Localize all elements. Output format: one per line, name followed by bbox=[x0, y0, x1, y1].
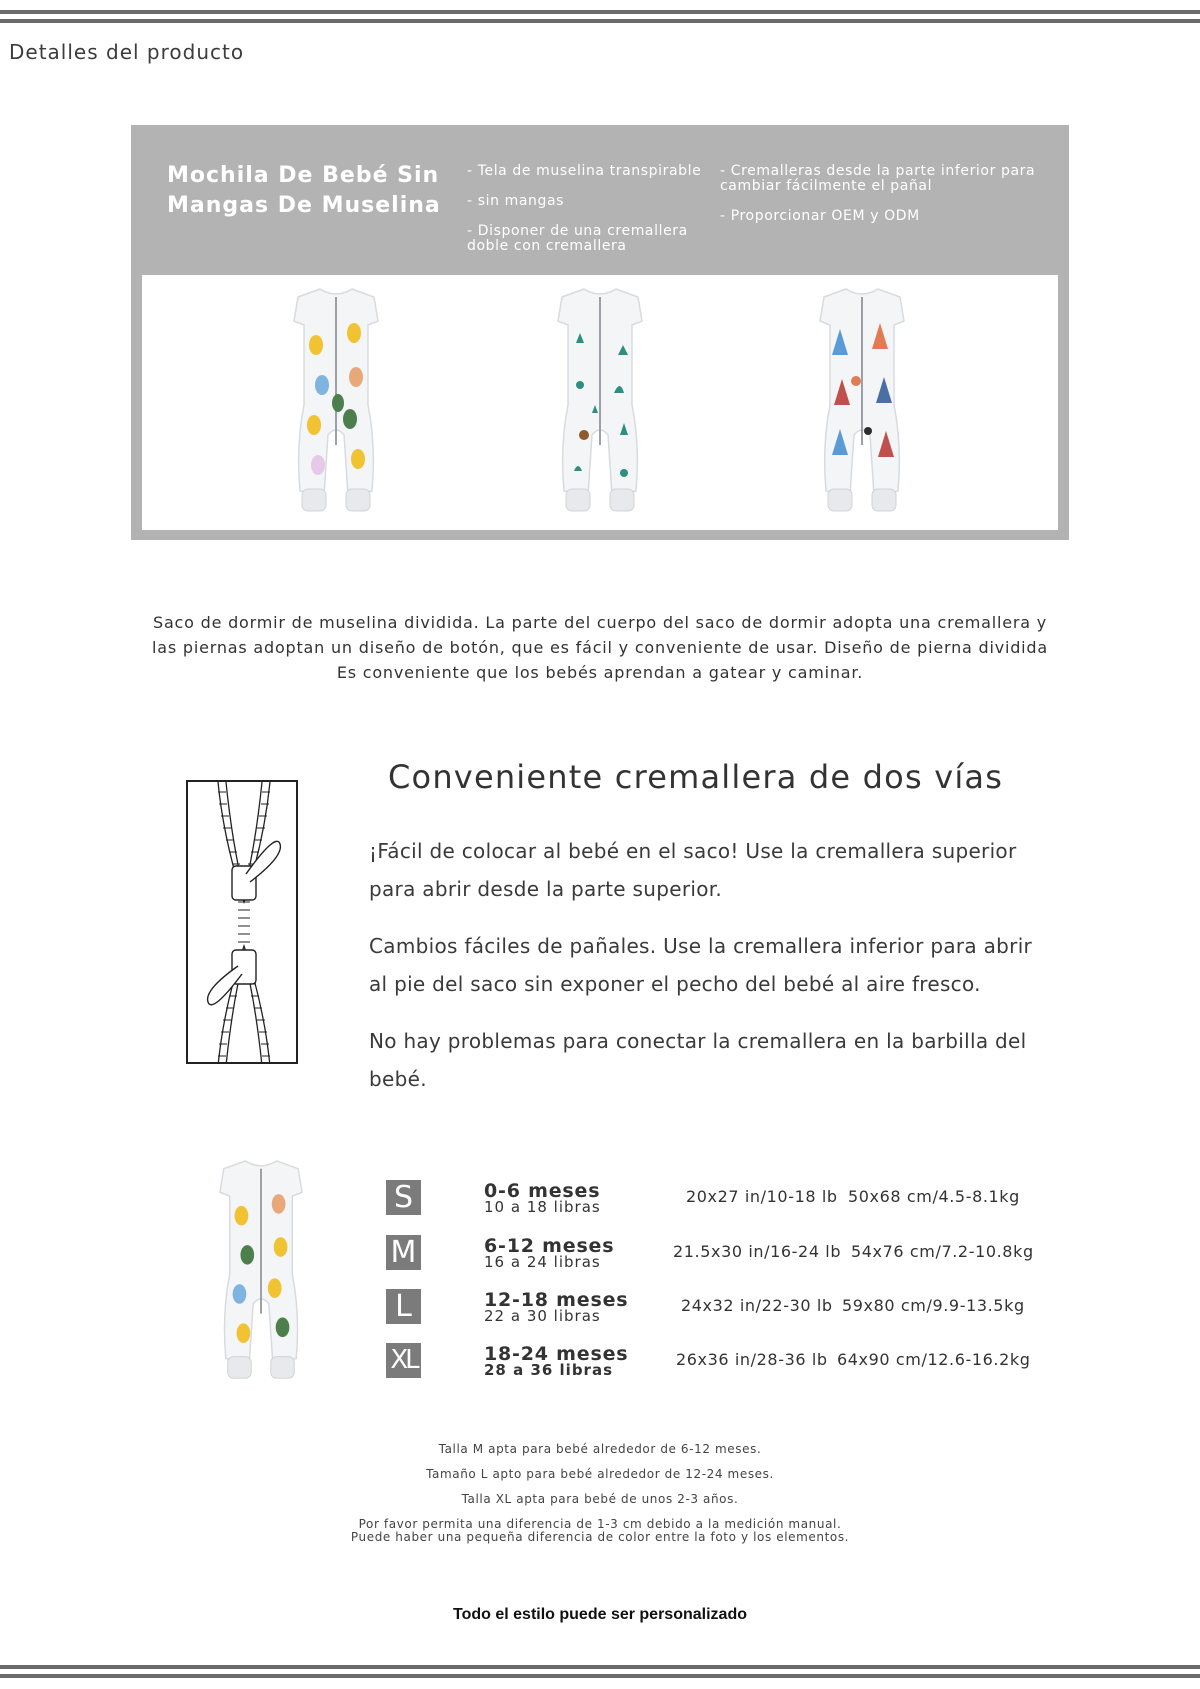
size-months: 18-24 meses bbox=[484, 1343, 629, 1365]
zipper-paragraph-chin: No hay problemas para conectar la cremallera en la barbilla del bebé. bbox=[369, 1029, 1027, 1091]
feature-bottom-zipper: - Cremalleras desde la parte inferior para cambiar fácilmente el pañal bbox=[720, 163, 1036, 194]
size-inches: 20x27 in/10-18 lb bbox=[686, 1187, 838, 1206]
size-row-xl bbox=[386, 1343, 1086, 1383]
size-weight: 10 a 18 libras bbox=[484, 1198, 601, 1216]
zipper-illustration bbox=[186, 780, 298, 1064]
note-size-m: Talla M apta para bebé alrededor de 6-12 meses. bbox=[438, 1442, 762, 1456]
product-description: Saco de dormir de muselina dividida. La parte del cuerpo del saco de dormir adopta una cremallera y las piernas adoptan un diseño de botón, que es fácil y conveniente de usar. Diseño de pierna dividida Es conveniente que los bebés aprendan a gatear y caminar. bbox=[152, 613, 1048, 682]
customization-note: Todo el estilo puede ser personalizado bbox=[453, 1606, 747, 1623]
zipper-paragraph-top: ¡Fácil de colocar al bebé en el saco! Use la cremallera superior para abrir desde la parte superior. bbox=[369, 839, 1017, 901]
feature-double-zipper: - Disponer de una cremallera doble con cremallera bbox=[467, 223, 688, 254]
size-months: 6-12 meses bbox=[484, 1235, 615, 1257]
note-size-l: Tamaño L apto para bebé alrededor de 12-24 meses. bbox=[426, 1467, 774, 1481]
product-name: Mochila De Bebé Sin Mangas De Muselina bbox=[167, 163, 441, 218]
size-cm: 64x90 cm/12.6-16.2kg bbox=[837, 1350, 1031, 1369]
size-weight: 16 a 24 libras bbox=[484, 1253, 601, 1271]
feature-breathable: - Tela de muselina transpirable bbox=[467, 163, 702, 179]
two-way-zipper-icon bbox=[188, 782, 298, 1064]
size-badge: S bbox=[386, 1180, 421, 1215]
size-row-l bbox=[386, 1289, 1086, 1329]
sleep-sack-cactus-image bbox=[540, 285, 660, 520]
product-banner bbox=[131, 125, 1069, 540]
size-inches: 21.5x30 in/16-24 lb bbox=[673, 1242, 842, 1261]
zipper-paragraph-diaper: Cambios fáciles de pañales. Use la cremallera inferior para abrir al pie del saco sin exponer el pecho del bebé al aire fresco. bbox=[369, 934, 1033, 996]
section-title: Detalles del producto bbox=[9, 40, 245, 64]
size-weight: 28 a 36 libras bbox=[484, 1361, 614, 1379]
note-size-xl: Talla XL apta para bebé de unos 2-3 años. bbox=[461, 1492, 739, 1506]
size-badge: M bbox=[386, 1235, 421, 1270]
size-months: 0-6 meses bbox=[484, 1180, 601, 1202]
size-badge: L bbox=[386, 1289, 421, 1324]
size-cm: 59x80 cm/9.9-13.5kg bbox=[842, 1296, 1025, 1315]
zipper-heading: Conveniente cremallera de dos vías bbox=[388, 758, 1004, 796]
sleep-sack-pineapple-image bbox=[276, 285, 396, 520]
size-chart-pineapple-image bbox=[196, 1157, 326, 1387]
bottom-divider bbox=[0, 1665, 1200, 1679]
size-cm: 50x68 cm/4.5-8.1kg bbox=[848, 1187, 1020, 1206]
note-color: Puede haber una pequeña diferencia de color entre la foto y los elementos. bbox=[350, 1530, 850, 1544]
size-row-s bbox=[386, 1180, 1086, 1220]
size-badge: XL bbox=[386, 1343, 421, 1378]
product-photos bbox=[142, 275, 1058, 530]
size-months: 12-18 meses bbox=[484, 1289, 629, 1311]
size-weight: 22 a 30 libras bbox=[484, 1307, 601, 1325]
size-row-m bbox=[386, 1235, 1086, 1275]
sleep-sack-forest-image bbox=[802, 285, 922, 520]
feature-sleeveless: - sin mangas bbox=[467, 193, 565, 209]
top-divider bbox=[0, 10, 1200, 24]
size-inches: 24x32 in/22-30 lb bbox=[681, 1296, 833, 1315]
feature-oem-odm: - Proporcionar OEM y ODM bbox=[720, 208, 920, 224]
size-inches: 26x36 in/28-36 lb bbox=[676, 1350, 828, 1369]
size-cm: 54x76 cm/7.2-10.8kg bbox=[851, 1242, 1034, 1261]
note-measurement: Por favor permita una diferencia de 1-3 cm debido a la medición manual. bbox=[358, 1517, 842, 1531]
